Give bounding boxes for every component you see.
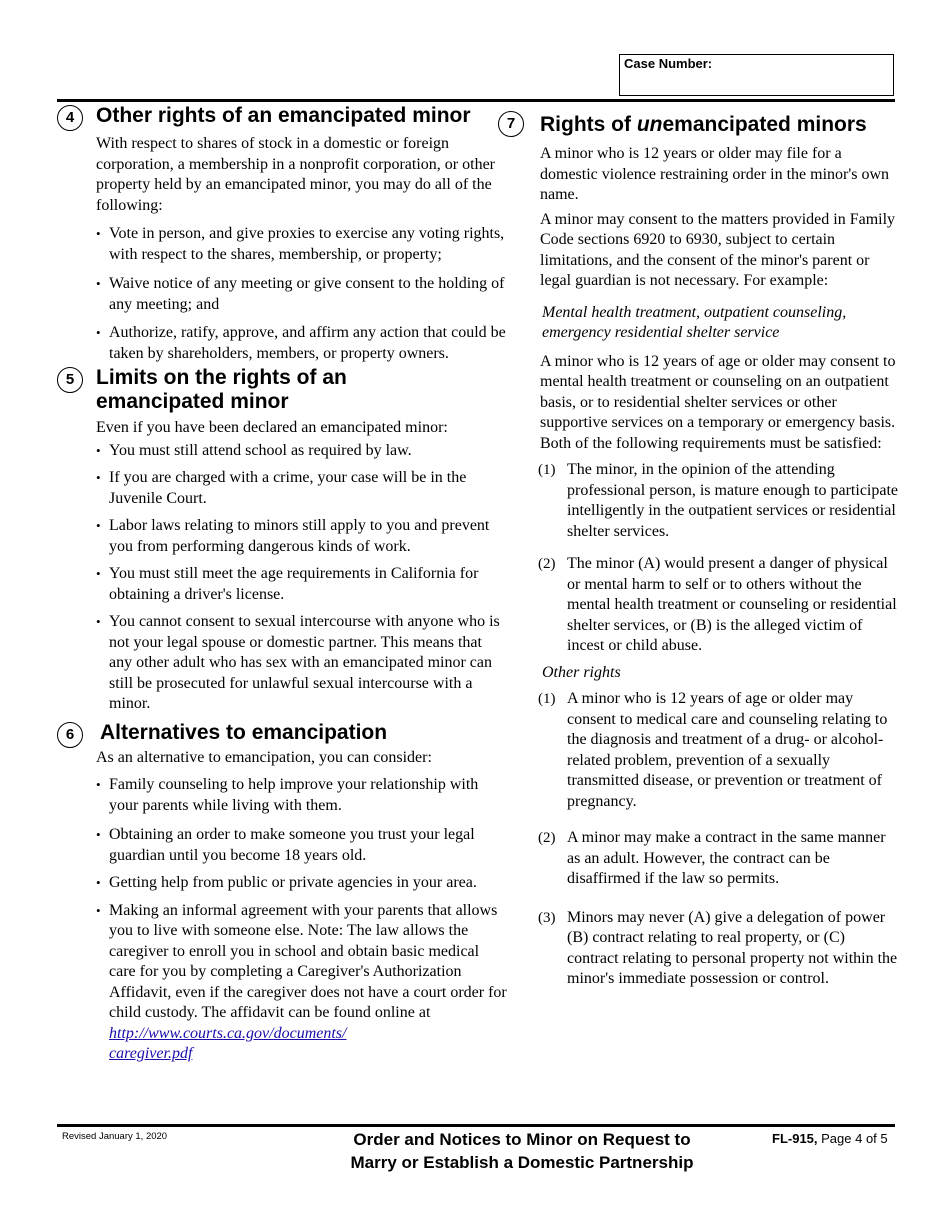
paragraph: A minor may consent to the matters provided in Family Code sections 6920 to 6930, subject to certain limitations, and the consent of the minor's parent or legal guardian is not necessary. For example: [540, 210, 896, 289]
list-item [96, 901, 507, 1065]
section-title: Other rights of an emancipated minor [96, 104, 471, 127]
list-item: • You cannot consent to sexual intercourse with anyone who is not your legal spouse or domestic partner. This means that any other adult who has sex with an emancipated minor can still be prosecuted for unlawful sexual intercourse with a minor. [96, 612, 507, 715]
section-4-heading [57, 104, 507, 128]
list-item [538, 828, 898, 890]
subheading: Other rights [542, 663, 621, 681]
section-5-bullets [96, 441, 507, 715]
header-rule [57, 99, 895, 102]
list-item [538, 908, 898, 990]
section-4-bullets [96, 224, 507, 364]
list-item: • If you are charged with a crime, your case will be in the Juvenile Court. [96, 468, 507, 509]
page-number: Page 4 of 5 [817, 1131, 888, 1146]
section-title: Alternatives to emancipation [100, 720, 388, 744]
list-marker: (2) [538, 830, 556, 846]
section-7-body [498, 144, 898, 454]
section-6-heading [57, 721, 507, 745]
requirements-list [498, 460, 898, 657]
left-column [57, 104, 507, 1065]
link-text-line-1: http://www.courts.ca.gov/documents/ [109, 1024, 347, 1042]
paragraph: A minor who is 12 years of age or older may consent to mental health treatment or counseling on an outpatient basis, or to residential shelter services or other supportive services on a temporary or emergency basis. Both of the following requirements must be satisfied: [540, 352, 896, 452]
list-item: • Family counseling to help improve your relationship with your parents while living with them. [96, 775, 507, 816]
list-item: • Obtaining an order to make someone you trust your legal guardian until you become 18 years old. [96, 825, 507, 866]
title-prefix: Rights of [540, 113, 637, 136]
list-item: • You must still meet the age requirements in California for obtaining a driver's license. [96, 564, 507, 605]
section-6-bullets [96, 775, 507, 1065]
section-5-body [57, 418, 507, 715]
list-item: • You must still attend school as required by law. [96, 441, 507, 462]
list-item [538, 689, 898, 812]
list-item [538, 460, 898, 542]
list-item: • Vote in person, and give proxies to exercise any voting rights, with respect to the shares, membership, or property; [96, 224, 507, 265]
form-title-line-1: Order and Notices to Minor on Request to [353, 1130, 691, 1149]
section-intro: Even if you have been declared an emancipated minor: [96, 419, 448, 436]
list-item-text: A minor may make a contract in the same manner as an adult. However, the contract can be disaffirmed if the law so permits. [567, 829, 886, 887]
form-title-line-2: Marry or Establish a Domestic Partnership [350, 1153, 694, 1172]
section-6-body [57, 748, 507, 1065]
section-title-line-1: Limits on the rights of an [96, 366, 347, 389]
section-4-body [57, 134, 507, 364]
case-number-label: Case Number: [624, 56, 713, 71]
form-title [300, 1128, 744, 1174]
list-item-text: A minor who is 12 years of age or older may consent to medical care and counseling relating to the diagnosis and treatment of a drug- or alcohol-related problem, prevention of a sexually transmitted disease, or prevention or treatment of pregnancy. [567, 690, 888, 810]
list-item-text: The minor, in the opinion of the attending professional person, is mature enough to participate intelligently in the outpatient services or residential shelter services. [567, 461, 899, 540]
title-suffix: emancipated minors [662, 113, 867, 136]
link-text-line-2: caregiver.pdf [109, 1045, 193, 1062]
paragraph: A minor who is 12 years or older may file for a domestic violence restraining order in the minor's own name. [540, 145, 890, 203]
section-title [540, 110, 898, 137]
list-item: • Getting help from public or private agencies in your area. [96, 873, 507, 894]
title-emphasis: un [636, 113, 663, 136]
other-rights-block [498, 663, 898, 684]
case-number-box [619, 54, 894, 96]
list-item: • Waive notice of any meeting or give consent to the holding of any meeting; and [96, 274, 507, 315]
list-marker: (1) [538, 462, 556, 478]
section-number-badge: 7 [498, 111, 524, 137]
section-intro: With respect to shares of stock in a domestic or foreign corporation, a membership in a nonprofit corporation, or other property held by an emancipated minor, you may do all of the following: [96, 135, 495, 214]
list-item-text: Making an informal agreement with your parents that allows you to live with someone else. Note: The law allows the caregiver to enroll you in school and obtain basic medical care for you by completing a Caregiver's Authorization Affidavit, even if the caregiver does not have a court order for child custody. The affidavit can be found online at [109, 901, 507, 1021]
other-rights-list [498, 689, 898, 990]
list-item-text: Minors may never (A) give a delegation of power (B) contract relating to real property, or (C) contract relating to personal property not within the minor's immediate possession or control. [567, 908, 898, 987]
list-item: • Labor laws relating to minors still apply to you and prevent you from performing dangerous kinds of work. [96, 516, 507, 557]
subheading: Mental health treatment, outpatient counseling, emergency residential shelter service [542, 303, 847, 341]
caregiver-affidavit-link[interactable] [109, 1025, 346, 1063]
footer-rule [57, 1124, 895, 1127]
section-5-heading [57, 366, 507, 414]
list-item: • Authorize, ratify, approve, and affirm any action that could be taken by shareholders, members, or property owners. [96, 323, 507, 364]
form-number: FL-915, [772, 1131, 818, 1146]
right-column [498, 110, 898, 990]
section-title-line-2: emancipated minor [96, 390, 289, 413]
list-marker: (2) [538, 556, 556, 572]
list-marker: (1) [538, 691, 556, 707]
section-number-badge: 5 [57, 367, 83, 393]
section-number-badge: 4 [57, 105, 83, 131]
list-marker: (3) [538, 909, 556, 926]
section-7-heading [498, 110, 898, 137]
revised-date: Revised January 1, 2020 [62, 1131, 168, 1142]
section-intro: As an alternative to emancipation, you can consider: [96, 748, 432, 766]
list-item-text: The minor (A) would present a danger of physical or mental harm to self or to others without the mental health treatment or counseling or residential shelter services, or (B) is the alleged victim of incest or child abuse. [567, 555, 897, 654]
section-number-badge: 6 [57, 722, 83, 748]
form-id [772, 1131, 888, 1146]
list-item [538, 554, 898, 657]
